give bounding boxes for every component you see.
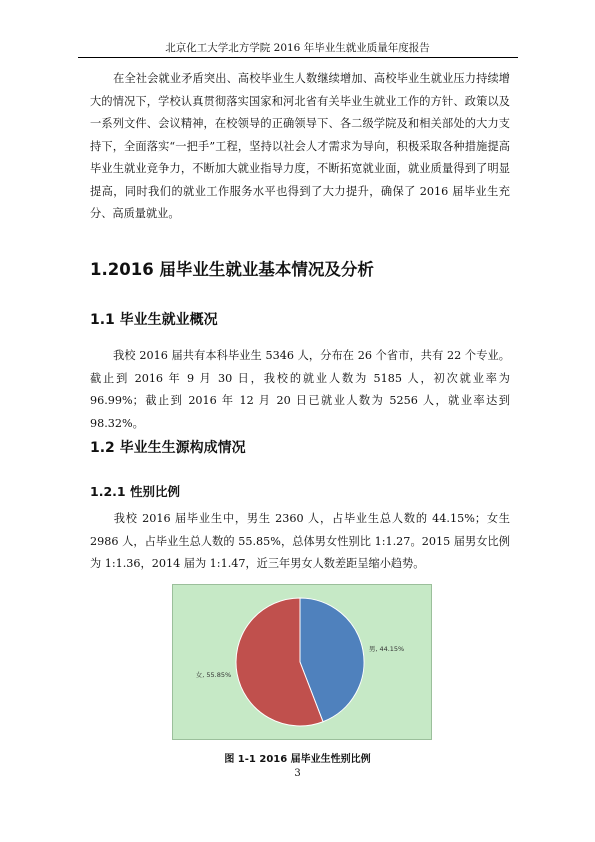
section-1-1-paragraph [90,345,510,435]
section-1-2-heading: 1.2 毕业生生源构成情况 [90,440,246,456]
pie-label-female: 女, 55.85% [195,670,232,679]
intro-text: 在全社会就业矛盾突出、高校毕业生人数继续增加、高校毕业生就业压力持续增大的情况下，学校认真贯彻落实国家和河北省有关毕业生就业工作的方针、政策以及一系列文件、会议精神，在校领导的正确领导下、各二级学院及和相关部处的大力支持下，全面落实“一把手”工程，坚持以社会人才需求为导向，积极采取各种措施提高毕业生就业竞争力，不断加大就业指导力度，不断拓宽就业面，就业质量得到了明显提高，同时我们的就业工作服务水平也得到了大力提升，确保了 2016 届毕业生充分、高质量就业。 [90,72,510,220]
section-1-2-1-heading: 1.2.1 性别比例 [90,484,180,499]
gender-pie-chart [172,584,432,740]
section-1-heading: 1.2016 届毕业生就业基本情况及分析 [90,260,374,279]
page-number: 3 [294,768,301,779]
section-1-2-1-text: 我校 2016 届毕业生中，男生 2360 人，占毕业生总人数的 44.15%；女生 2986 人，占毕业生总人数的 55.85%，总体男女性别比 1:1.27。2015 届男女比例为 1:1.36，2014 届为 1:1.47，近三年男女人数差距呈缩小趋势。 [90,512,510,570]
intro-paragraph [90,68,510,226]
header-divider [78,57,518,58]
page-header: 北京化工大学北方学院 2016 年毕业生就业质量年度报告 [165,42,430,54]
section-1-1-heading: 1.1 毕业生就业概况 [90,312,218,328]
section-1-1-text: 我校 2016 届共有本科毕业生 5346 人，分布在 26 个省市，共有 22 个专业。截止到 2016 年 9 月 30 日，我校的就业人数为 5185 人，初次就业率为 96.99%；截止到 2016 年 12 月 20 日已就业人数为 5256 人，就业率达到 98.32%。 [90,349,510,430]
section-1-2-1-paragraph [90,508,510,576]
figure-caption: 图 1-1 2016 届毕业生性别比例 [224,754,371,765]
pie-label-male: 男, 44.15% [368,645,405,654]
